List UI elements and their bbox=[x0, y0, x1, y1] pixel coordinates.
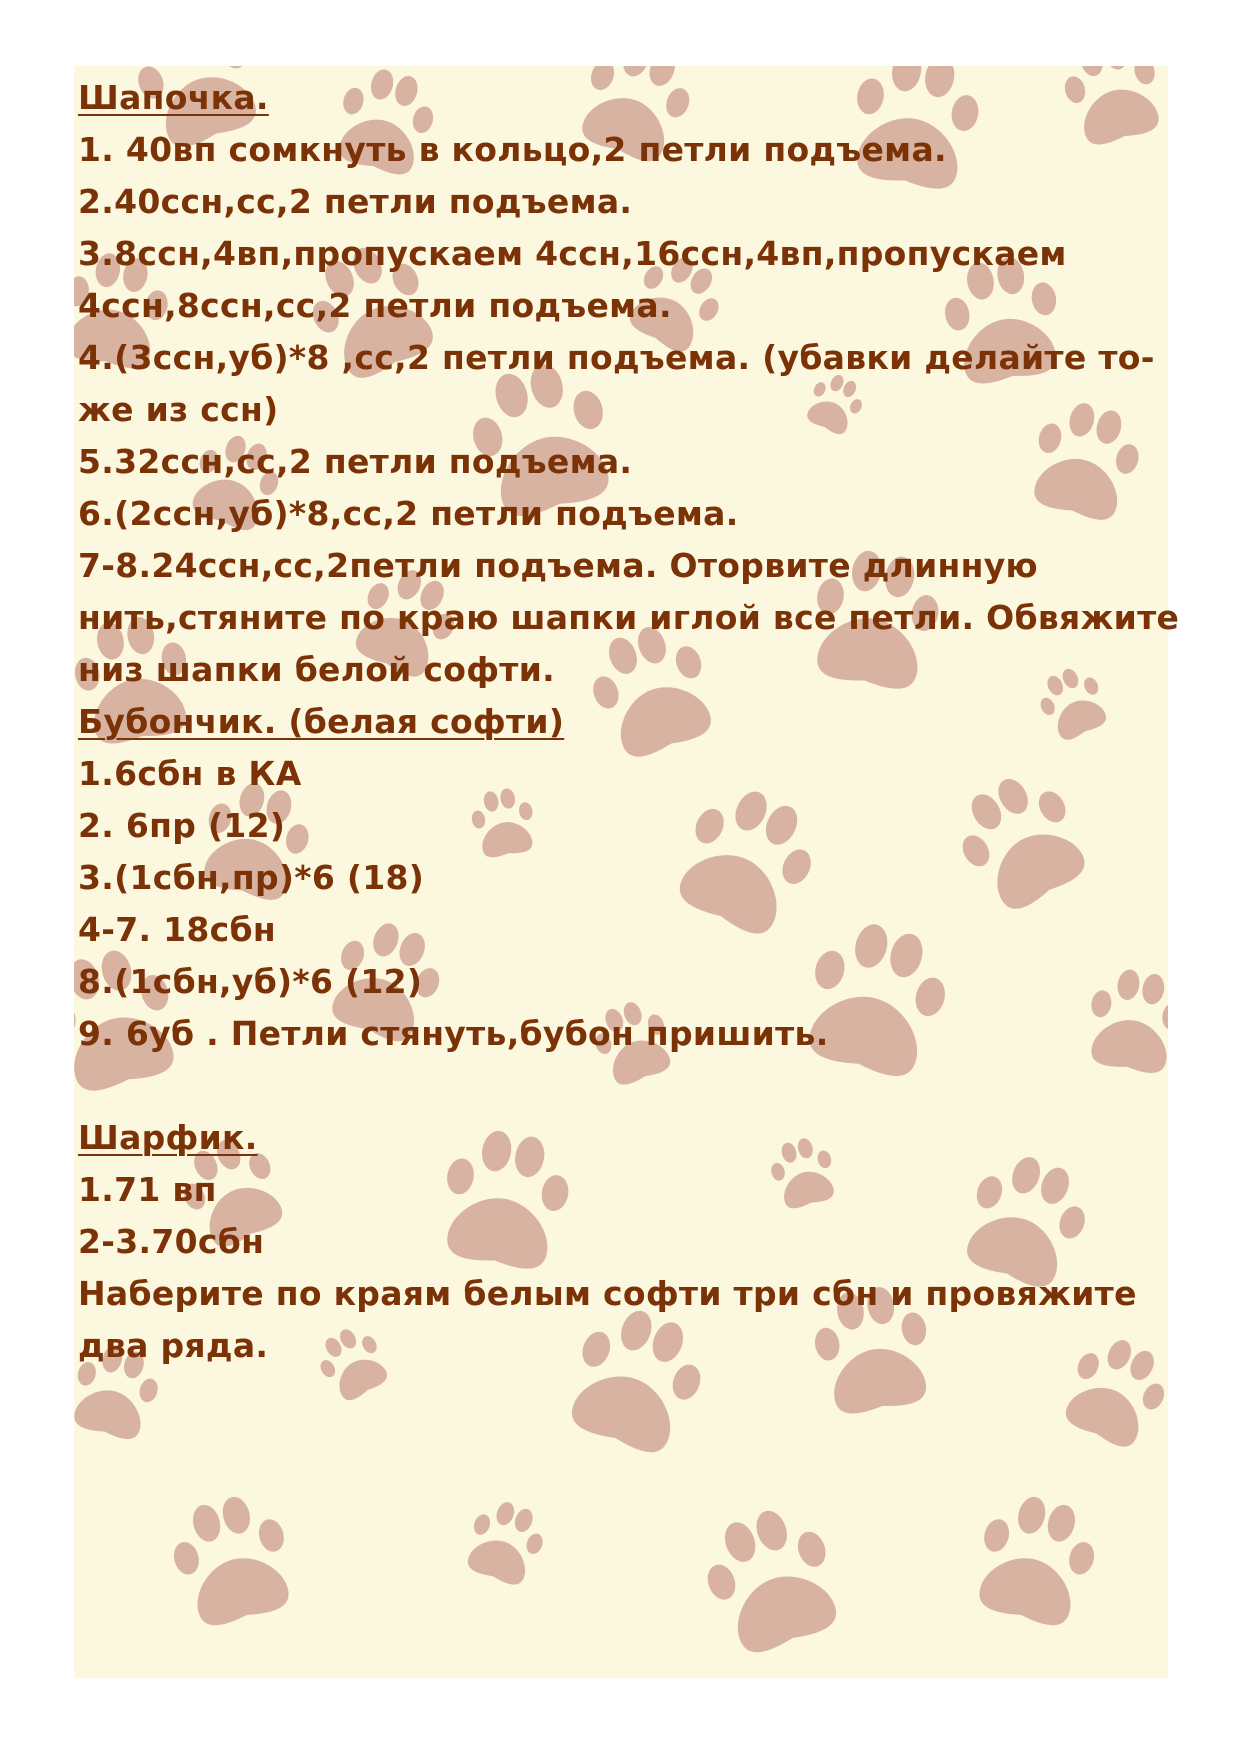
pompom-heading: Бубончик. (белая софти) bbox=[78, 702, 565, 741]
scarf-line: Наберите по краям белым софти три сбн и провяжите bbox=[78, 1274, 1137, 1313]
paw-print-icon bbox=[459, 1494, 552, 1591]
pompom-line: 3.(1сбн,пр)*6 (18) bbox=[78, 858, 425, 897]
paw-print-icon bbox=[162, 1487, 302, 1633]
pompom-line: 8.(1сбн,уб)*6 (12) bbox=[78, 962, 423, 1001]
scarf-line: 2-3.70сбн bbox=[78, 1222, 265, 1261]
pompom-line: 1.6сбн в КА bbox=[78, 754, 302, 793]
hat-line: же из ссн) bbox=[78, 390, 279, 429]
scarf-section bbox=[78, 1112, 1158, 1372]
hat-section bbox=[78, 72, 1180, 696]
pompom-line: 2. 6пр (12) bbox=[78, 806, 286, 845]
hat-line: низ шапки белой софти. bbox=[78, 650, 555, 689]
hat-line: 4.(3ссн,уб)*8 ,сс,2 петли подъема. (убавки делайте то- bbox=[78, 338, 1155, 377]
pompom-line: 4-7. 18сбн bbox=[78, 910, 276, 949]
paw-print-icon bbox=[966, 1487, 1106, 1633]
hat-line: 2.40ссн,сс,2 петли подъема. bbox=[78, 182, 633, 221]
hat-line: 5.32ссн,сс,2 петли подъема. bbox=[78, 442, 633, 481]
scarf-line: 1.71 вп bbox=[78, 1170, 217, 1209]
hat-heading: Шапочка. bbox=[78, 78, 269, 117]
hat-line: 1. 40вп сомкнуть в кольцо,2 петли подъема. bbox=[78, 130, 947, 169]
paw-print-icon bbox=[691, 1496, 851, 1662]
pompom-line: 9. 6уб . Петли стянуть,бубон пришить. bbox=[78, 1014, 829, 1053]
hat-line: нить,стяните по краю шапки иглой все петли. Обвяжите bbox=[78, 598, 1180, 637]
document-body bbox=[78, 72, 1180, 1372]
hat-line: 7-8.24ссн,сс,2петли подъема. Оторвите длинную bbox=[78, 546, 1038, 585]
pompom-section bbox=[78, 696, 1158, 1060]
hat-line: 3.8ссн,4вп,пропускаем 4ссн,16ссн,4вп,пропускаем bbox=[78, 234, 1067, 273]
scarf-line: два ряда. bbox=[78, 1326, 269, 1365]
hat-line: 6.(2ссн,уб)*8,сс,2 петли подъема. bbox=[78, 494, 739, 533]
section-gap bbox=[78, 1060, 1158, 1112]
hat-line: 4ссн,8ссн,сс,2 петли подъема. bbox=[78, 286, 672, 325]
scarf-heading: Шарфик. bbox=[78, 1118, 258, 1157]
